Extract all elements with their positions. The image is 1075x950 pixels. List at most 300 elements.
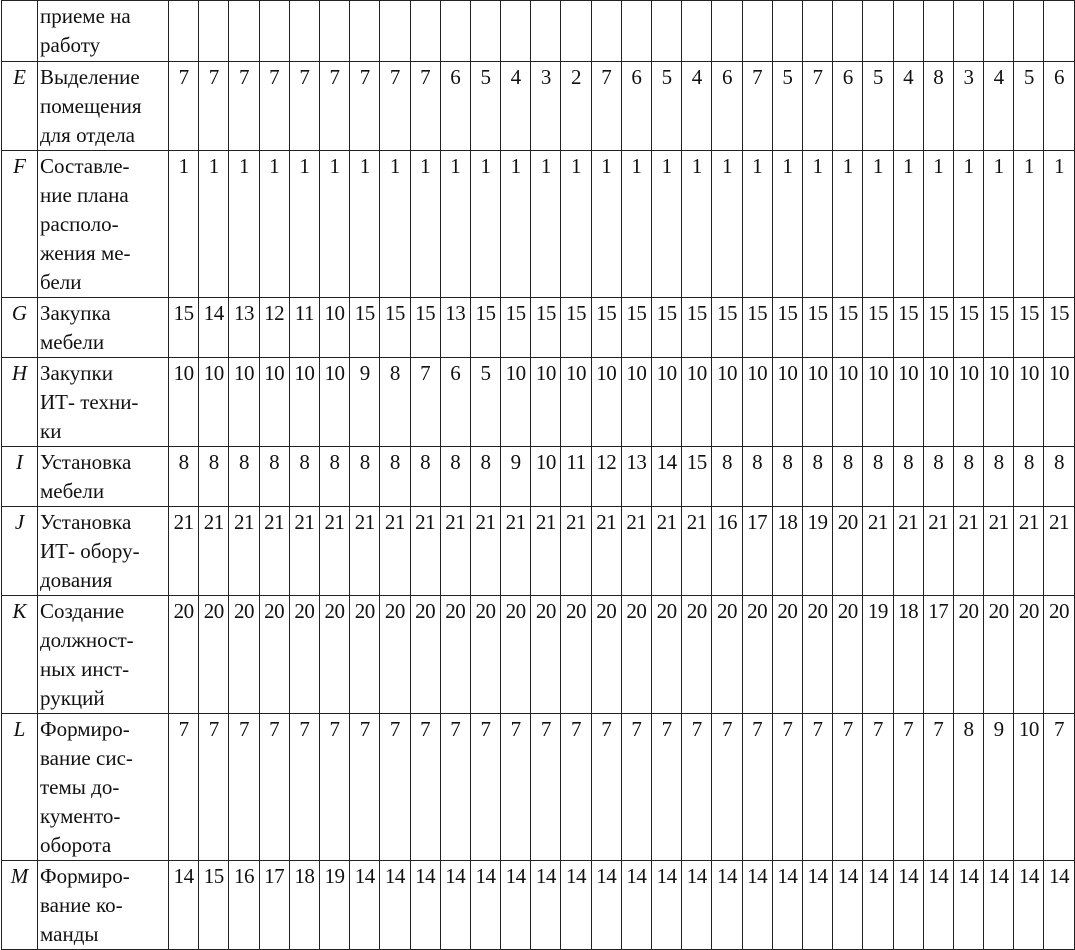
duration-cell <box>259 1 289 62</box>
duration-cell: 6 <box>440 62 470 151</box>
task-name-line: Выделение <box>40 65 140 89</box>
duration-cell: 7 <box>169 62 199 151</box>
table-row <box>2 151 1075 298</box>
duration-cell: 19 <box>802 507 832 596</box>
duration-cell: 1 <box>229 151 259 298</box>
duration-cell <box>652 1 682 62</box>
duration-cell: 19 <box>863 596 893 714</box>
duration-cell: 15 <box>652 298 682 358</box>
table-row <box>2 507 1075 596</box>
duration-cell: 14 <box>652 861 682 950</box>
duration-cell: 10 <box>229 358 259 447</box>
duration-cell: 15 <box>712 298 742 358</box>
duration-cell: 11 <box>561 447 591 507</box>
task-name-line: жения ме- <box>40 241 131 265</box>
duration-cell <box>380 1 410 62</box>
duration-cell: 14 <box>621 861 651 950</box>
duration-cell: 21 <box>621 507 651 596</box>
duration-cell: 17 <box>923 596 953 714</box>
duration-cell: 10 <box>561 358 591 447</box>
duration-cell: 7 <box>319 714 349 861</box>
task-name-line: кументо- <box>40 804 121 828</box>
duration-cell: 7 <box>863 714 893 861</box>
duration-cell: 21 <box>501 507 531 596</box>
duration-cell: 14 <box>682 861 712 950</box>
duration-cell <box>229 1 259 62</box>
task-code: G <box>2 298 38 358</box>
duration-cell: 1 <box>802 151 832 298</box>
duration-cell: 14 <box>802 861 832 950</box>
task-name-line: Закупки <box>40 361 113 385</box>
duration-cell: 7 <box>410 358 440 447</box>
duration-cell: 7 <box>1044 714 1074 861</box>
duration-cell: 15 <box>833 298 863 358</box>
duration-cell: 10 <box>591 358 621 447</box>
duration-cell: 10 <box>1014 358 1044 447</box>
duration-cell: 10 <box>289 358 319 447</box>
duration-cell: 21 <box>350 507 380 596</box>
duration-cell: 7 <box>289 62 319 151</box>
table-row <box>2 358 1075 447</box>
duration-cell: 1 <box>289 151 319 298</box>
duration-cell: 10 <box>984 358 1014 447</box>
duration-cell: 1 <box>591 151 621 298</box>
duration-cell: 8 <box>319 447 349 507</box>
duration-cell: 14 <box>923 861 953 950</box>
duration-cell: 5 <box>652 62 682 151</box>
duration-cell: 1 <box>984 151 1014 298</box>
duration-cell: 20 <box>350 596 380 714</box>
task-name-line: ных инст- <box>40 657 130 681</box>
duration-cell: 20 <box>380 596 410 714</box>
task-name-line: рукций <box>40 686 105 710</box>
duration-cell: 8 <box>923 62 953 151</box>
table-row <box>2 596 1075 714</box>
duration-cell: 20 <box>802 596 832 714</box>
duration-cell: 8 <box>833 447 863 507</box>
duration-cell: 7 <box>289 714 319 861</box>
duration-cell: 21 <box>410 507 440 596</box>
duration-cell: 20 <box>833 507 863 596</box>
duration-cell: 3 <box>531 62 561 151</box>
duration-cell: 21 <box>229 507 259 596</box>
duration-cell: 21 <box>199 507 229 596</box>
duration-cell: 15 <box>591 298 621 358</box>
duration-cell: 16 <box>229 861 259 950</box>
duration-cell: 20 <box>531 596 561 714</box>
duration-cell: 8 <box>169 447 199 507</box>
duration-cell: 21 <box>470 507 500 596</box>
duration-cell: 8 <box>229 447 259 507</box>
duration-cell: 20 <box>410 596 440 714</box>
duration-cell: 1 <box>561 151 591 298</box>
table-row <box>2 298 1075 358</box>
task-name <box>38 507 169 596</box>
duration-cell: 15 <box>984 298 1014 358</box>
duration-cell <box>350 1 380 62</box>
task-name-line: ИТ- техни- <box>40 390 139 414</box>
duration-cell: 20 <box>561 596 591 714</box>
duration-cell: 20 <box>501 596 531 714</box>
duration-cell: 10 <box>501 358 531 447</box>
duration-cell: 10 <box>682 358 712 447</box>
task-name-line: располо- <box>40 212 119 236</box>
duration-cell: 1 <box>259 151 289 298</box>
duration-cell: 8 <box>259 447 289 507</box>
task-name-line: вание ко- <box>40 893 123 917</box>
task-code: J <box>2 507 38 596</box>
task-name-line: ки <box>40 419 62 443</box>
duration-cell: 21 <box>1014 507 1044 596</box>
duration-cell: 20 <box>953 596 983 714</box>
duration-cell: 20 <box>470 596 500 714</box>
task-name-line: вание сис- <box>40 746 133 770</box>
duration-cell: 1 <box>531 151 561 298</box>
duration-cell: 14 <box>591 861 621 950</box>
duration-cell <box>742 1 772 62</box>
table-row <box>2 714 1075 861</box>
duration-cell: 7 <box>169 714 199 861</box>
duration-cell: 15 <box>893 298 923 358</box>
duration-cell: 20 <box>712 596 742 714</box>
duration-cell <box>712 1 742 62</box>
duration-cell: 15 <box>621 298 651 358</box>
duration-cell: 21 <box>953 507 983 596</box>
duration-cell: 5 <box>470 358 500 447</box>
duration-cell: 21 <box>923 507 953 596</box>
duration-cell: 15 <box>531 298 561 358</box>
task-name-line: работу <box>40 33 101 57</box>
duration-cell: 8 <box>1014 447 1044 507</box>
duration-cell: 8 <box>802 447 832 507</box>
duration-cell: 17 <box>259 861 289 950</box>
duration-cell: 8 <box>953 447 983 507</box>
duration-cell: 20 <box>742 596 772 714</box>
duration-cell <box>319 1 349 62</box>
duration-cell: 7 <box>682 714 712 861</box>
duration-cell <box>531 1 561 62</box>
duration-cell: 21 <box>984 507 1014 596</box>
duration-cell: 1 <box>380 151 410 298</box>
duration-cell: 7 <box>380 62 410 151</box>
duration-cell <box>984 1 1014 62</box>
duration-cell: 21 <box>682 507 712 596</box>
duration-cell: 14 <box>833 861 863 950</box>
duration-cell: 7 <box>259 62 289 151</box>
duration-cell: 15 <box>953 298 983 358</box>
table-row <box>2 62 1075 151</box>
duration-cell: 10 <box>742 358 772 447</box>
table-row <box>2 1 1075 62</box>
task-name-line: ИТ- обору- <box>40 539 140 563</box>
duration-cell: 21 <box>591 507 621 596</box>
duration-cell <box>893 1 923 62</box>
duration-cell: 1 <box>440 151 470 298</box>
duration-cell: 7 <box>802 714 832 861</box>
duration-cell <box>410 1 440 62</box>
duration-cell: 7 <box>410 62 440 151</box>
duration-cell: 12 <box>591 447 621 507</box>
duration-cell <box>621 1 651 62</box>
duration-cell <box>289 1 319 62</box>
duration-cell: 4 <box>501 62 531 151</box>
duration-cell: 8 <box>410 447 440 507</box>
duration-cell <box>802 1 832 62</box>
duration-cell: 21 <box>380 507 410 596</box>
duration-cell: 21 <box>169 507 199 596</box>
duration-cell: 6 <box>440 358 470 447</box>
duration-cell: 7 <box>833 714 863 861</box>
duration-cell: 14 <box>350 861 380 950</box>
duration-cell: 10 <box>531 358 561 447</box>
task-name-line: Установка <box>40 450 132 474</box>
duration-cell: 14 <box>1014 861 1044 950</box>
duration-cell: 18 <box>772 507 802 596</box>
duration-cell: 11 <box>289 298 319 358</box>
duration-cell: 10 <box>621 358 651 447</box>
duration-cell: 20 <box>621 596 651 714</box>
task-name-line: Составле- <box>40 154 130 178</box>
duration-cell <box>682 1 712 62</box>
task-name <box>38 447 169 507</box>
task-name <box>38 358 169 447</box>
duration-cell: 13 <box>229 298 259 358</box>
duration-cell <box>501 1 531 62</box>
duration-cell: 15 <box>742 298 772 358</box>
duration-cell: 1 <box>652 151 682 298</box>
duration-cell: 18 <box>289 861 319 950</box>
duration-cell: 7 <box>410 714 440 861</box>
duration-cell: 14 <box>410 861 440 950</box>
task-name-line: Формиро- <box>40 864 130 888</box>
duration-cell: 14 <box>953 861 983 950</box>
duration-cell: 12 <box>259 298 289 358</box>
task-name-line: Закупка <box>40 301 111 325</box>
duration-cell: 1 <box>1014 151 1044 298</box>
duration-cell <box>1044 1 1074 62</box>
duration-cell: 20 <box>319 596 349 714</box>
task-name-line: мебели <box>40 330 105 354</box>
duration-cell: 17 <box>742 507 772 596</box>
duration-cell: 15 <box>350 298 380 358</box>
duration-cell: 21 <box>1044 507 1074 596</box>
duration-cell: 1 <box>712 151 742 298</box>
duration-cell: 15 <box>380 298 410 358</box>
duration-cell: 9 <box>350 358 380 447</box>
duration-cell: 7 <box>259 714 289 861</box>
duration-cell: 7 <box>621 714 651 861</box>
duration-cell: 19 <box>319 861 349 950</box>
duration-cell: 1 <box>1044 151 1074 298</box>
duration-cell: 1 <box>501 151 531 298</box>
duration-cell: 15 <box>561 298 591 358</box>
duration-cell: 7 <box>531 714 561 861</box>
duration-cell: 14 <box>984 861 1014 950</box>
schedule-table <box>1 0 1075 950</box>
duration-cell: 7 <box>561 714 591 861</box>
task-name-line: Формиро- <box>40 717 130 741</box>
duration-cell: 14 <box>199 298 229 358</box>
duration-cell: 4 <box>682 62 712 151</box>
duration-cell: 1 <box>621 151 651 298</box>
duration-cell <box>1014 1 1044 62</box>
duration-cell: 8 <box>440 447 470 507</box>
duration-cell: 20 <box>169 596 199 714</box>
duration-cell: 3 <box>953 62 983 151</box>
duration-cell: 10 <box>863 358 893 447</box>
task-code <box>2 1 38 62</box>
duration-cell: 21 <box>652 507 682 596</box>
duration-cell: 14 <box>440 861 470 950</box>
task-code: I <box>2 447 38 507</box>
duration-cell: 20 <box>229 596 259 714</box>
duration-cell: 1 <box>410 151 440 298</box>
task-name-line: мебели <box>40 479 105 503</box>
duration-cell: 14 <box>712 861 742 950</box>
duration-cell: 21 <box>319 507 349 596</box>
duration-cell: 1 <box>772 151 802 298</box>
duration-cell: 1 <box>169 151 199 298</box>
duration-cell: 7 <box>712 714 742 861</box>
duration-cell: 14 <box>470 861 500 950</box>
duration-cell: 10 <box>259 358 289 447</box>
duration-cell: 8 <box>893 447 923 507</box>
duration-cell: 7 <box>893 714 923 861</box>
duration-cell: 8 <box>863 447 893 507</box>
duration-cell <box>953 1 983 62</box>
duration-cell: 5 <box>863 62 893 151</box>
duration-cell: 10 <box>893 358 923 447</box>
duration-cell: 1 <box>470 151 500 298</box>
duration-cell: 1 <box>350 151 380 298</box>
task-name <box>38 714 169 861</box>
duration-cell: 8 <box>1044 447 1074 507</box>
duration-cell: 8 <box>772 447 802 507</box>
duration-cell: 7 <box>440 714 470 861</box>
task-name <box>38 1 169 62</box>
duration-cell: 10 <box>531 447 561 507</box>
duration-cell <box>199 1 229 62</box>
duration-cell: 7 <box>350 62 380 151</box>
duration-cell: 10 <box>1044 358 1074 447</box>
task-name-line: манды <box>40 922 99 946</box>
duration-cell: 1 <box>923 151 953 298</box>
duration-cell: 14 <box>742 861 772 950</box>
duration-cell: 8 <box>742 447 772 507</box>
duration-cell: 20 <box>984 596 1014 714</box>
duration-cell: 4 <box>984 62 1014 151</box>
duration-cell: 21 <box>863 507 893 596</box>
task-name-line: бели <box>40 270 82 294</box>
duration-cell: 20 <box>440 596 470 714</box>
duration-cell: 7 <box>802 62 832 151</box>
task-code: К <box>2 596 38 714</box>
duration-cell: 8 <box>984 447 1014 507</box>
duration-cell: 15 <box>1044 298 1074 358</box>
duration-cell: 15 <box>501 298 531 358</box>
duration-cell: 15 <box>682 298 712 358</box>
duration-cell: 14 <box>501 861 531 950</box>
table-row <box>2 861 1075 950</box>
duration-cell <box>169 1 199 62</box>
duration-cell <box>561 1 591 62</box>
duration-cell: 15 <box>1014 298 1044 358</box>
duration-cell: 7 <box>229 62 259 151</box>
task-name-line: Установка <box>40 510 132 534</box>
duration-cell: 14 <box>380 861 410 950</box>
duration-cell: 1 <box>893 151 923 298</box>
duration-cell: 15 <box>199 861 229 950</box>
duration-cell: 7 <box>772 714 802 861</box>
duration-cell: 10 <box>772 358 802 447</box>
duration-cell: 10 <box>1014 714 1044 861</box>
duration-cell: 20 <box>833 596 863 714</box>
duration-cell: 10 <box>199 358 229 447</box>
duration-cell: 20 <box>772 596 802 714</box>
duration-cell: 10 <box>953 358 983 447</box>
task-name-line: должност- <box>40 628 134 652</box>
duration-cell: 7 <box>350 714 380 861</box>
duration-cell: 21 <box>561 507 591 596</box>
task-name <box>38 62 169 151</box>
duration-cell: 9 <box>984 714 1014 861</box>
duration-cell: 8 <box>470 447 500 507</box>
task-name-line: ние плана <box>40 183 129 207</box>
task-name-line: темы до- <box>40 775 120 799</box>
duration-cell: 10 <box>652 358 682 447</box>
duration-cell: 1 <box>833 151 863 298</box>
duration-cell <box>923 1 953 62</box>
duration-cell: 14 <box>652 447 682 507</box>
duration-cell: 14 <box>1044 861 1074 950</box>
duration-cell: 13 <box>621 447 651 507</box>
duration-cell: 10 <box>319 358 349 447</box>
table-row <box>2 447 1075 507</box>
duration-cell: 15 <box>863 298 893 358</box>
duration-cell: 8 <box>199 447 229 507</box>
duration-cell: 8 <box>380 447 410 507</box>
duration-cell <box>772 1 802 62</box>
task-code: E <box>2 62 38 151</box>
duration-cell <box>591 1 621 62</box>
duration-cell: 21 <box>289 507 319 596</box>
task-code: F <box>2 151 38 298</box>
duration-cell: 20 <box>289 596 319 714</box>
task-name <box>38 298 169 358</box>
duration-cell: 20 <box>259 596 289 714</box>
task-name <box>38 596 169 714</box>
duration-cell: 20 <box>1014 596 1044 714</box>
duration-cell: 21 <box>440 507 470 596</box>
task-name <box>38 861 169 950</box>
duration-cell: 15 <box>470 298 500 358</box>
duration-cell: 13 <box>440 298 470 358</box>
duration-cell: 7 <box>923 714 953 861</box>
duration-cell: 5 <box>772 62 802 151</box>
duration-cell: 1 <box>682 151 712 298</box>
duration-cell: 6 <box>712 62 742 151</box>
duration-cell: 20 <box>199 596 229 714</box>
duration-cell: 20 <box>591 596 621 714</box>
duration-cell: 10 <box>833 358 863 447</box>
task-code: L <box>2 714 38 861</box>
duration-cell: 14 <box>893 861 923 950</box>
duration-cell: 1 <box>319 151 349 298</box>
duration-cell: 6 <box>833 62 863 151</box>
duration-cell: 14 <box>169 861 199 950</box>
duration-cell: 15 <box>169 298 199 358</box>
duration-cell: 7 <box>319 62 349 151</box>
